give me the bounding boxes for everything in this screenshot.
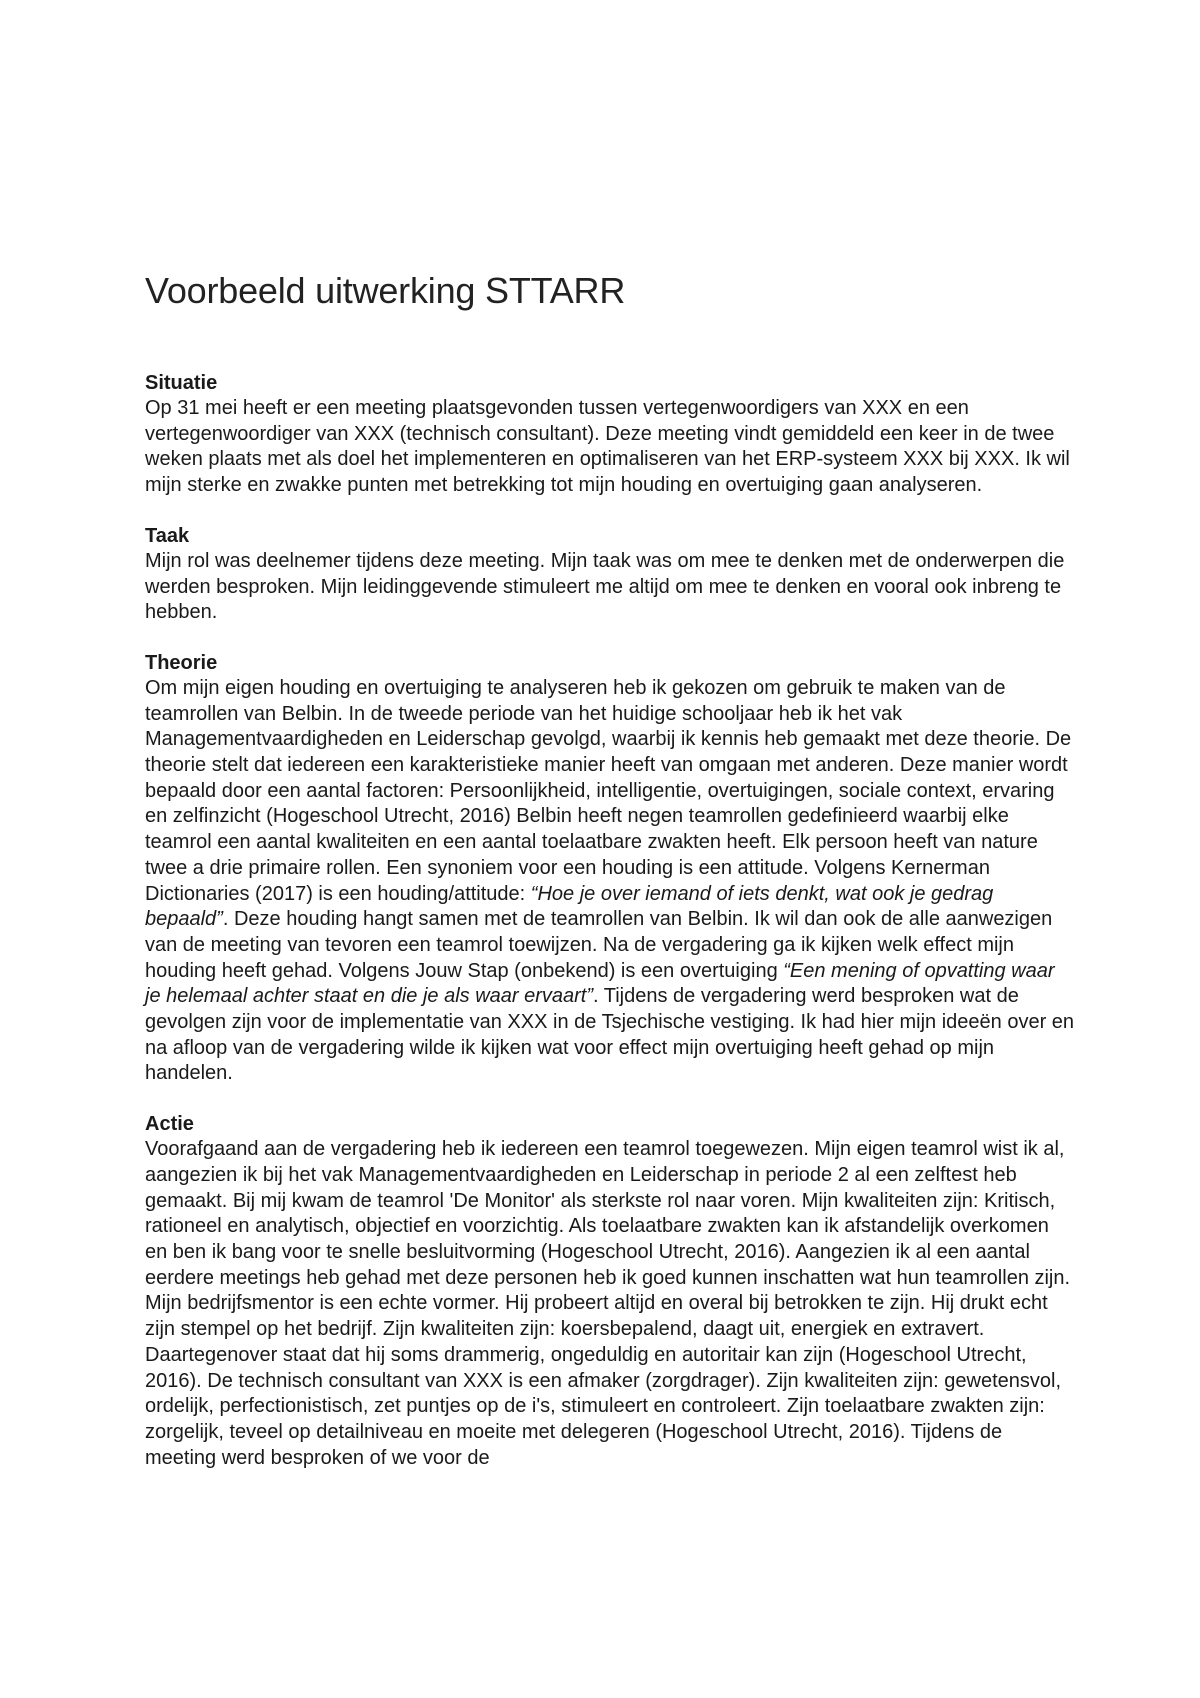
body-text: Om mijn eigen houding en overtuiging te analyseren heb ik gekozen om gebruik te maken van de teamrollen van Belbin. In de tweede periode van het huidige schooljaar heb ik het vak Managementvaardigheden en Leiderschap gevolgd, waarbij ik kennis heb gemaakt met deze theorie. De theorie stelt dat iedereen een karakteristieke manier heeft van omgaan met anderen. Deze manier wordt bepaald door een aantal factoren: Persoonlijkheid, intelligentie, overtuigingen, sociale context, ervaring en zelfinzicht (Hogeschool Utrecht, 2016) Belbin heeft negen teamrollen gedefinieerd waarbij elke teamrol een aantal kwaliteiten en een aantal toelaatbare zwakten heeft. Elk persoon heeft van nature twee a drie primaire rollen. Een synoniem voor een houding is een attitude. Volgens Kernerman Dictionaries (2017) is een houding/attitude: bbox=[145, 676, 1072, 905]
document-title: Voorbeeld uitwerking STTARR bbox=[145, 270, 626, 311]
section-body: Voorafgaand aan de vergadering heb ik iedereen een teamrol toegewezen. Mijn eigen teamrol wist ik al, aangezien ik bij het vak Managementvaardigheden en Leiderschap in periode 2 al een zelftest heb gemaakt. Bij mij kwam de teamrol 'De Monitor' als sterkste rol naar voren. Mijn kwaliteiten zijn: Kritisch, rationeel en analytisch, objectief en voorzichtig. Als toelaatbare zwakten kan ik afstandelijk overkomen en ben ik bang voor te snelle besluitvorming (Hogeschool Utrecht, 2016). Aangezien ik al een aantal eerdere meetings heb gehad met deze personen heb ik goed kunnen inschatten wat hun teamrollen zijn. Mijn bedrijfsmentor is een echte vormer. Hij probeert altijd en overal bij betrokken te zijn. Hij drukt echt zijn stempel op het bedrijf. Zijn kwaliteiten zijn: koersbepalend, daagt uit, energiek en extravert. Daartegenover staat dat hij soms drammerig, ongeduldig en autoritair kan zijn (Hogeschool Utrecht, 2016). De technisch consultant van XXX is een afmaker (zorgdrager). Zijn kwaliteiten zijn: gewetensvol, ordelijk, perfectionistisch, zet puntjes op de i's, stimuleert en controleert. Zijn toelaatbare zwakten zijn: zorgelijk, teveel op detailniveau en moeite met delegeren (Hogeschool Utrecht, 2016). Tijdens de meeting werd besproken of we voor de bbox=[145, 1138, 1071, 1469]
document-page bbox=[145, 268, 1075, 1495]
quote-text: “Hoe je over iemand of iets denkt, wat ook je gedrag bepaald” bbox=[145, 882, 994, 931]
section-body bbox=[145, 676, 1075, 1087]
section-heading: Taak bbox=[145, 524, 190, 547]
section-taak bbox=[145, 523, 1075, 626]
section-actie bbox=[145, 1111, 1075, 1471]
section-body: Mijn rol was deelnemer tijdens deze meeting. Mijn taak was om mee te denken met de onderwerpen die werden besproken. Mijn leidinggevende stimuleert me altijd om mee te denken en vooral ook inbreng te hebben. bbox=[145, 549, 1065, 624]
section-theorie bbox=[145, 650, 1075, 1087]
quote-text: “Een mening of opvatting waar je helemaal achter staat en die je als waar ervaart” bbox=[145, 959, 1055, 1008]
section-heading: Situatie bbox=[145, 372, 218, 394]
section-heading: Theorie bbox=[145, 651, 218, 674]
section-situatie bbox=[145, 370, 1075, 499]
body-text: . Tijdens de vergadering werd besproken wat de gevolgen zijn voor de implementatie van XXX in de Tsjechische vestiging. Ik had hier mijn ideeën over en na afloop van de vergadering wilde ik kijken wat voor effect mijn overtuiging heeft gehad op mijn handelen. bbox=[145, 985, 1075, 1085]
section-heading: Actie bbox=[145, 1113, 194, 1136]
section-body: Op 31 mei heeft er een meeting plaatsgevonden tussen vertegenwoordigers van XXX en een vertegenwoordiger van XXX (technisch consultant). Deze meeting vindt gemiddeld een keer in de twee weken plaats met als doel het implementeren en optimaliseren van het ERP-systeem XXX bij XXX. Ik wil mijn sterke en zwakke punten met betrekking tot mijn houding en overtuiging gaan analyseren. bbox=[145, 397, 1070, 497]
body-text: . Deze houding hangt samen met de teamrollen van Belbin. Ik wil dan ook de alle aanwezigen van de meeting van tevoren een teamrol toewijzen. Na de vergadering ga ik kijken welk effect mijn houding heeft gehad. Volgens Jouw Stap (onbekend) is een overtuiging bbox=[145, 908, 1053, 982]
